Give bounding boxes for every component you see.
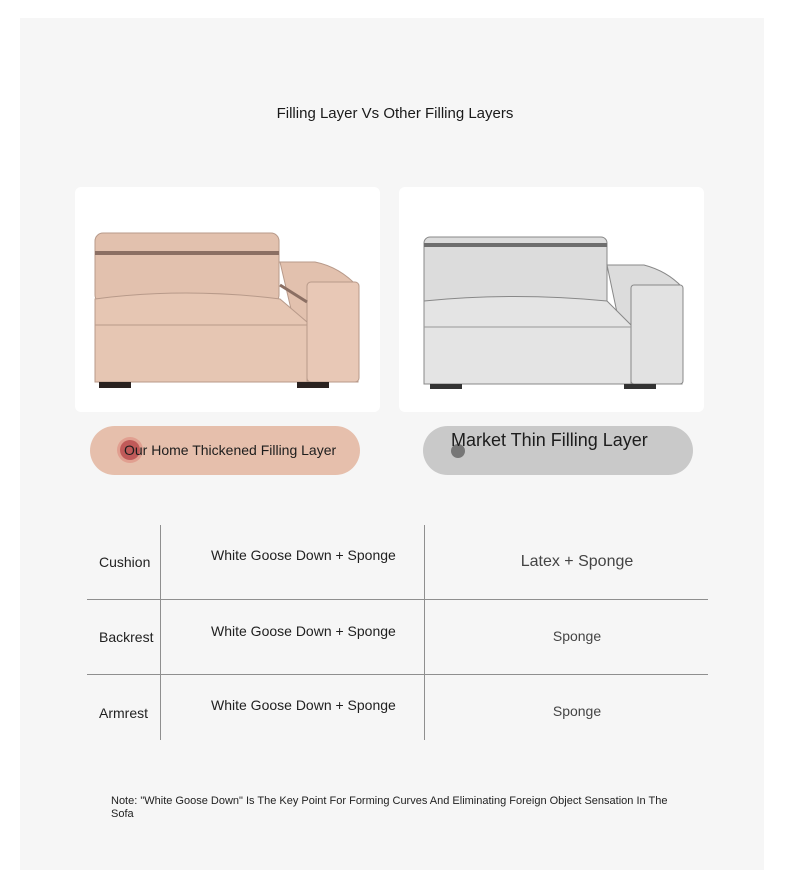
other-backrest-value: Sponge [552,628,602,644]
ours-armrest-value: White Goose Down + Sponge [211,697,396,713]
our-sofa-card [75,187,380,412]
column-divider [424,525,425,740]
ours-cushion-value: White Goose Down + Sponge [211,547,396,563]
footnote: Note: "White Goose Down" Is The Key Point For Forming Curves And Eliminating Foreign Object Sensation In The Sofa [111,795,668,820]
page-title: Filling Layer Vs Other Filling Layers [276,105,514,122]
other-cushion-value: Latex + Sponge [520,553,634,570]
our-sofa-image [75,187,380,412]
other-armrest-value: Sponge [552,703,602,719]
column-divider [160,525,161,740]
market-filling-label: Market Thin Filling Layer [451,430,648,450]
market-sofa-image [399,187,704,412]
row-label-cushion: Cushion [99,554,151,570]
market-sofa-card [399,187,704,412]
our-filling-pill [90,426,360,475]
row-label-backrest: Backrest [99,629,154,645]
market-filling-pill [423,426,693,475]
ours-backrest-value: White Goose Down + Sponge [211,623,396,639]
comparison-table [87,525,708,740]
row-divider [87,599,708,600]
row-label-armrest: Armrest [99,705,148,721]
row-divider [87,674,708,675]
our-filling-label: Our Home Thickened Filling Layer [124,442,337,458]
